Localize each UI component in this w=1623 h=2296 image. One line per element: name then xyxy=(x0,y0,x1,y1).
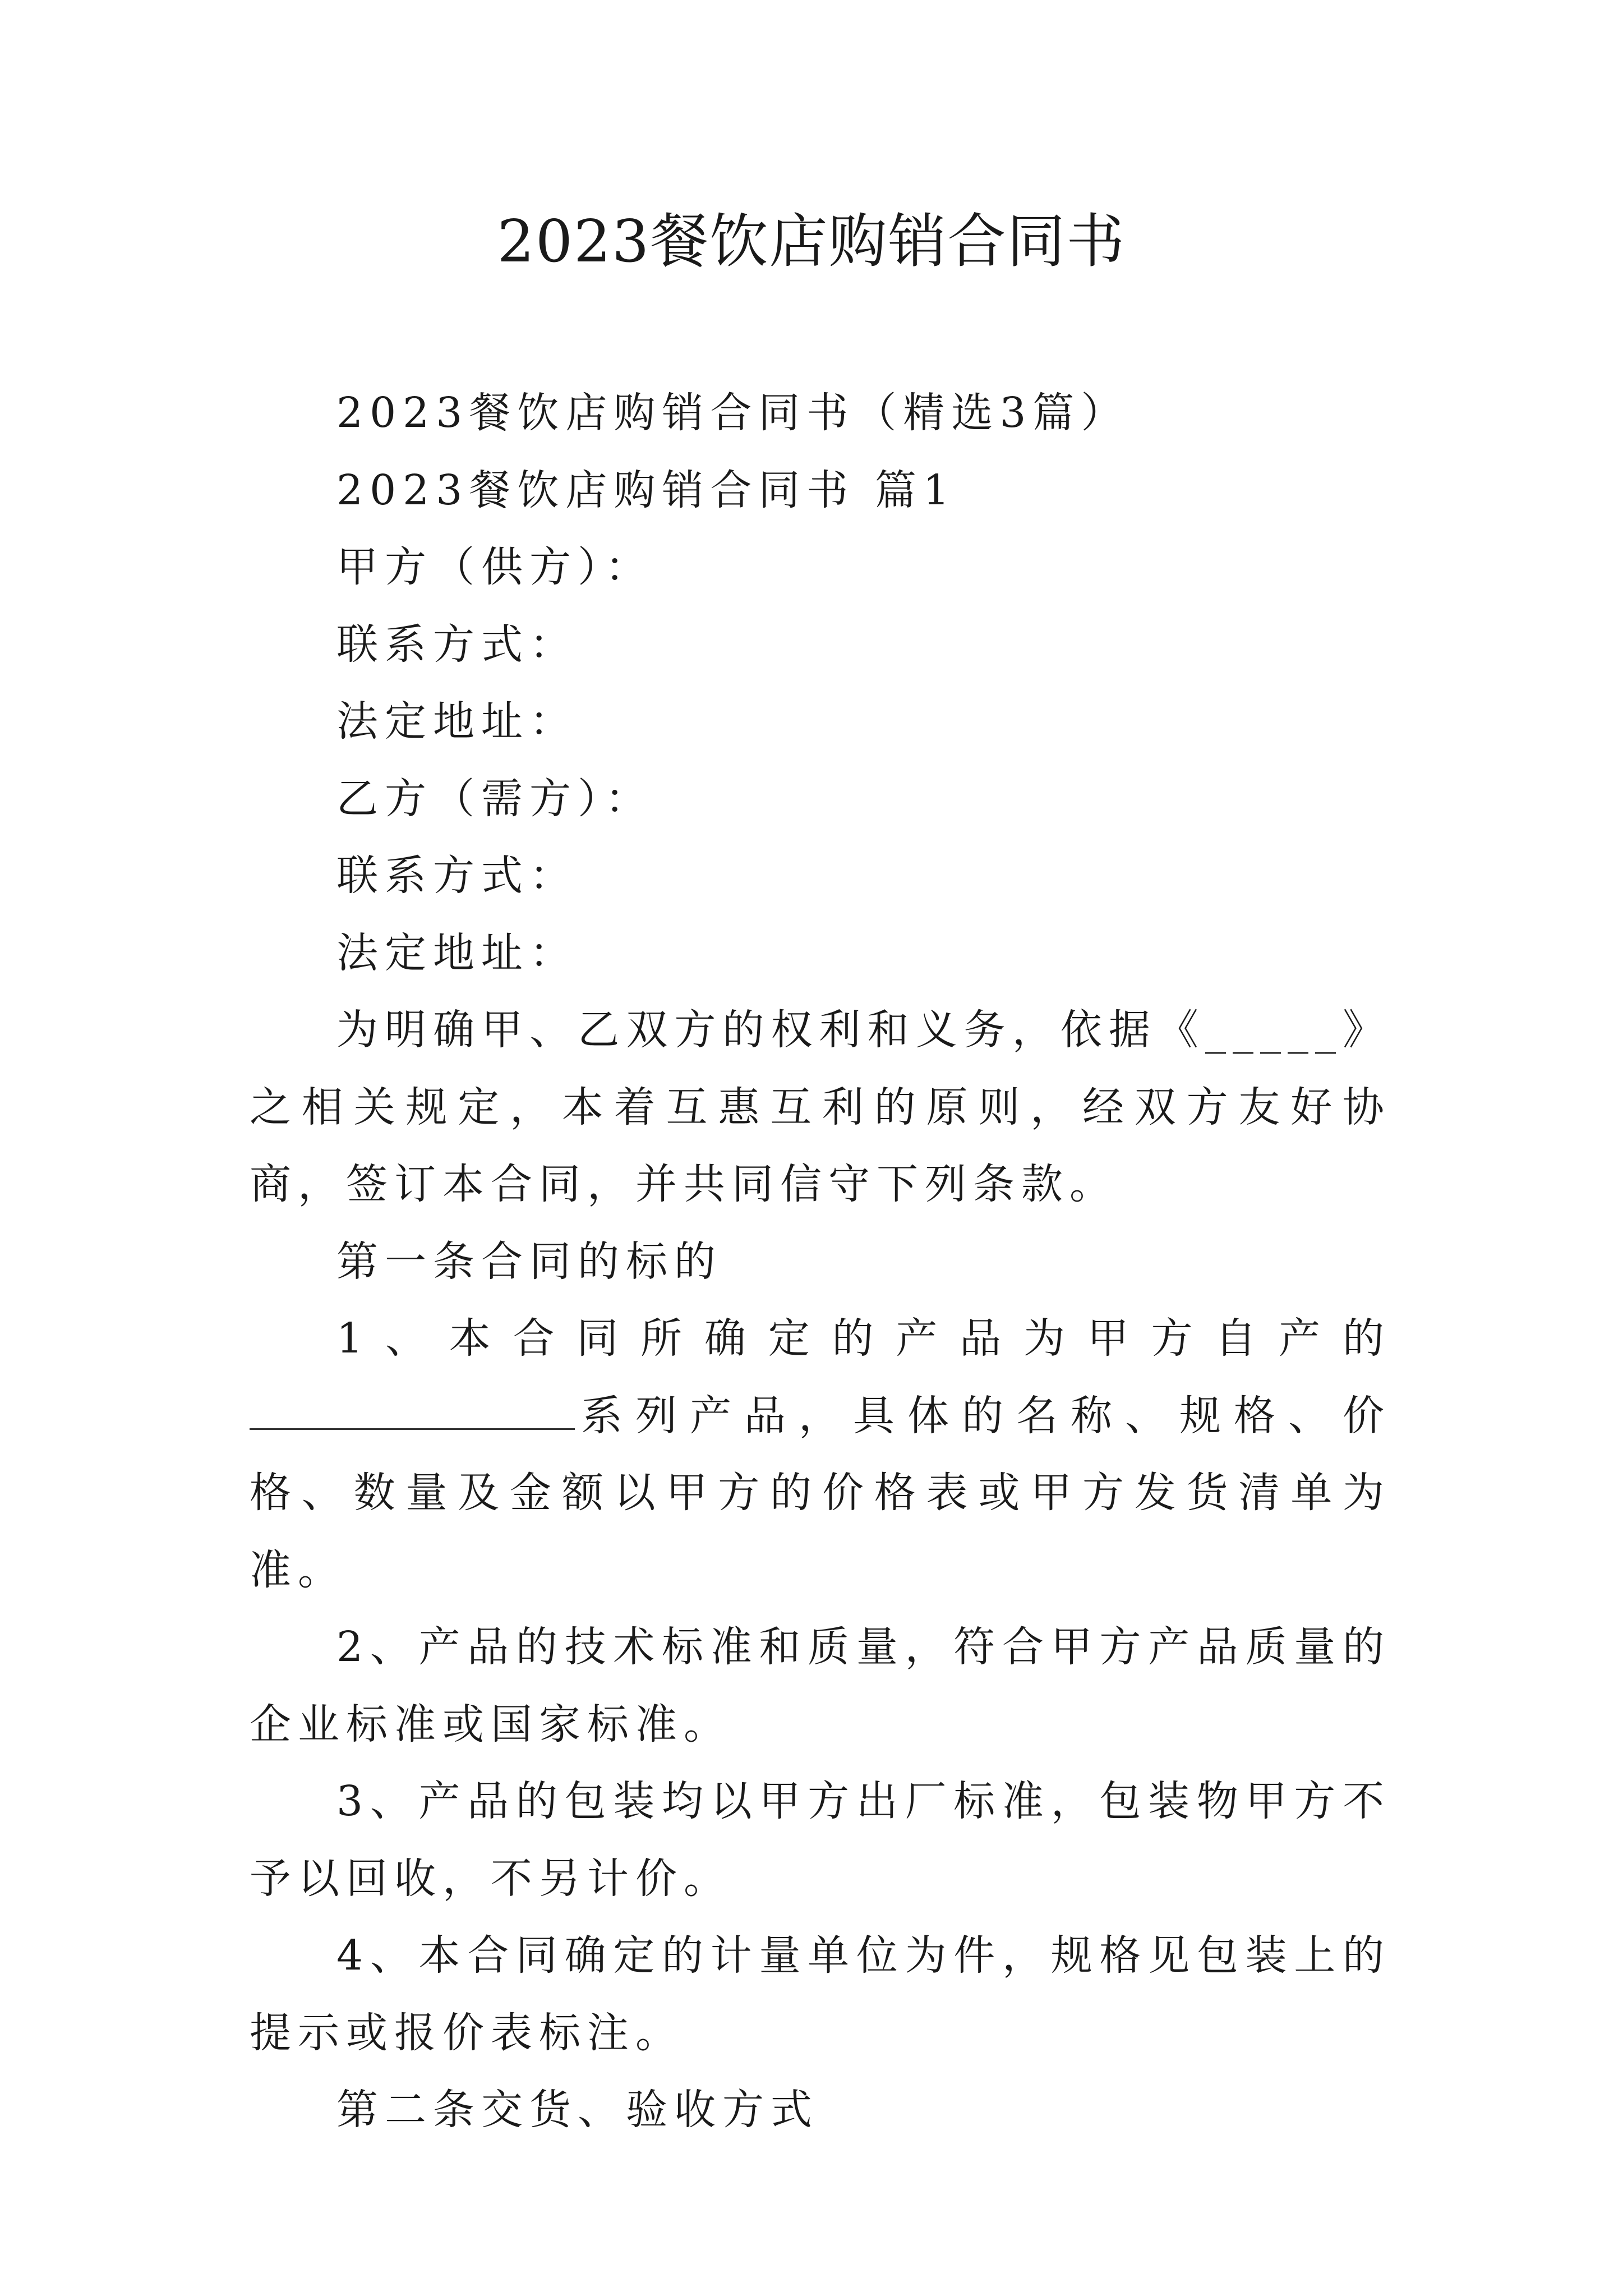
article-1-item-1 xyxy=(250,1300,1391,1609)
article-1-item-3: 3、产品的包装均以甲方出厂标准，包装物甲方不予以回收，不另计价。 xyxy=(250,1777,1391,1903)
document-body xyxy=(250,375,1391,2149)
fill-in-blank xyxy=(250,1395,575,1430)
section-heading: 2023餐饮店购销合同书 篇1 xyxy=(336,466,956,514)
party-a-contact-label: 联系方式： xyxy=(336,620,578,669)
document-title: 2023餐饮店购销合同书 xyxy=(497,207,1126,275)
article-1-item-4: 4、本合同确定的计量单位为件，规格见包装上的提示或报价表标注。 xyxy=(250,1931,1391,2057)
article-1-item-2: 2、产品的技术标准和质量，符合甲方产品质量的企业标准或国家标准。 xyxy=(250,1623,1391,1749)
article-2-heading: 第二条交货、验收方式 xyxy=(336,2086,819,2134)
item-1-text-after: 系列产品，具体的名称、规格、价格、数量及金额以甲方的价格表或甲方发货清单为准。 xyxy=(250,1391,1391,1594)
preamble-paragraph: 为明确甲、乙双方的权利和义务，依据《_____》之相关规定，本着互惠互利的原则，经双方友好协商，签订本合同，并共同信守下列条款。 xyxy=(250,1006,1391,1208)
item-1-text-before: 1、本合同所确定的产品为甲方自产的 xyxy=(336,1314,1391,1363)
party-b-address-label: 法定地址： xyxy=(336,928,578,977)
party-a-label: 甲方（供方）： xyxy=(336,543,653,591)
party-b-contact-label: 联系方式： xyxy=(336,852,578,900)
article-1-heading: 第一条合同的标的 xyxy=(336,1237,722,1286)
subtitle-line: 2023餐饮店购销合同书（精选3篇） xyxy=(336,389,1129,437)
party-b-label: 乙方（需方）： xyxy=(336,774,653,823)
party-a-address-label: 法定地址： xyxy=(336,697,578,746)
